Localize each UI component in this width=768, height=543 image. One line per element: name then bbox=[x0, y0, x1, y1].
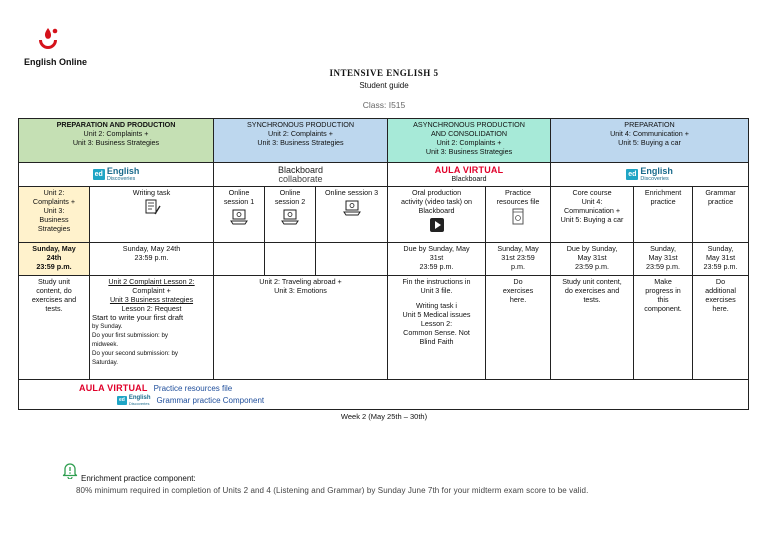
section-synchronous bbox=[214, 119, 388, 163]
section-line: Unit 3: Business Strategies bbox=[72, 138, 160, 147]
task-line: Fin the instructions in bbox=[402, 277, 471, 286]
online-session-3-cell bbox=[316, 187, 388, 243]
task-line: tests. bbox=[45, 304, 63, 313]
due-line: 23:59 p.m. bbox=[703, 262, 738, 271]
practice-label: Practice bbox=[505, 188, 531, 197]
practice-link-line bbox=[79, 384, 746, 393]
section-title: PREPARATION AND PRODUCTION bbox=[56, 120, 176, 129]
oral-label: Blackboard bbox=[418, 206, 455, 215]
grammar-label: Grammar bbox=[705, 188, 736, 197]
section-line: Unit 3: Business Strategies bbox=[257, 138, 344, 147]
online-session-2-cell bbox=[265, 187, 316, 243]
practice-label: resources file bbox=[496, 197, 540, 206]
task-line: tests. bbox=[583, 295, 601, 304]
online-session-label: Online session 3 bbox=[324, 188, 379, 197]
due-line: Sunday, bbox=[650, 244, 676, 253]
instruction-line: Start to write your first draft bbox=[92, 313, 184, 322]
flame-logo-icon bbox=[35, 26, 61, 52]
page-subtitle: Student guide bbox=[359, 81, 409, 90]
due-grammar bbox=[693, 243, 749, 276]
due-line: Due by Sunday, May bbox=[403, 244, 470, 253]
due-line: 24th bbox=[46, 253, 62, 262]
section-title: PREPARATION bbox=[624, 120, 675, 129]
section-preparation bbox=[551, 119, 749, 163]
ed-logo-cell bbox=[19, 163, 214, 187]
task-line: do exercises and bbox=[564, 286, 620, 295]
instruction-line: midweek. bbox=[92, 341, 119, 348]
due-line: p.m. bbox=[511, 262, 526, 271]
due-line: May 31st bbox=[648, 253, 678, 262]
links-cell bbox=[19, 380, 749, 410]
ed-badge-icon: ed bbox=[628, 171, 637, 178]
page-title: INTENSIVE ENGLISH 5 bbox=[329, 68, 439, 78]
due-line: 23:59 p.m. bbox=[134, 253, 169, 262]
task-line: Do bbox=[513, 277, 523, 286]
instruction-line: by Sunday. bbox=[92, 323, 123, 330]
class-label: Class: I515 bbox=[362, 100, 406, 110]
practice-resources-link[interactable]: Practice resources file bbox=[153, 383, 233, 393]
bb-logo-cell bbox=[214, 163, 388, 187]
oral-label: Oral production bbox=[411, 188, 462, 197]
task-line: Lesson 2: bbox=[420, 319, 453, 328]
task-line: progress in bbox=[645, 286, 681, 295]
section-line: Unit 2: Complaints + bbox=[83, 129, 149, 138]
bb-line2: collaborate bbox=[278, 173, 323, 184]
grammar-practice-link[interactable]: Grammar practice Component bbox=[156, 395, 265, 405]
task-line: Common Sense. Not bbox=[403, 328, 470, 337]
units-line: Unit 2: bbox=[43, 188, 65, 197]
due-writing bbox=[90, 243, 214, 276]
task-writing bbox=[90, 276, 214, 380]
lesson-line: Lesson 2: Request bbox=[121, 304, 182, 313]
task-grammar bbox=[693, 276, 749, 380]
task-line: Unit 5 Medical issues bbox=[402, 310, 471, 319]
section-line: Unit 5: Buying a car bbox=[618, 138, 681, 147]
task-core bbox=[551, 276, 634, 380]
due-enrich bbox=[634, 243, 693, 276]
due-line: Sunday, May 24th bbox=[122, 244, 181, 253]
section-line: Unit 4: Communication + bbox=[610, 129, 689, 138]
enrichment-note-text: 80% minimum required in completion of Units 2 and 4 (Listening and Grammar) by Sunday June 7th for your midterm exam score to be valid. bbox=[76, 486, 589, 495]
grammar-label: practice bbox=[707, 197, 734, 206]
task-line: component. bbox=[644, 304, 682, 313]
section-line: Unit 2: Complaints + bbox=[268, 129, 333, 138]
due-line: Due by Sunday, bbox=[566, 244, 618, 253]
section-asynchronous bbox=[388, 119, 551, 163]
task-units bbox=[19, 276, 90, 380]
laptop-icon[interactable] bbox=[342, 199, 362, 217]
task-line: Unit 3: Emotions bbox=[274, 286, 327, 295]
task-line: here. bbox=[509, 295, 527, 304]
task-sync bbox=[214, 276, 388, 380]
task-line: exercises and bbox=[31, 295, 77, 304]
online-session-label: Online bbox=[279, 188, 301, 197]
ed-brand: English bbox=[128, 394, 151, 401]
task-line: Make bbox=[654, 277, 672, 286]
core-course-cell bbox=[551, 187, 634, 243]
ed-brand: English bbox=[106, 165, 140, 176]
due-line: 31st bbox=[429, 253, 444, 262]
online-session-label: session 2 bbox=[274, 197, 306, 206]
due-line: Sunday, bbox=[707, 244, 734, 253]
instruction-line: Do your second submission: by bbox=[92, 350, 178, 357]
activity-row bbox=[19, 187, 749, 243]
section-line: Unit 2: Complaints + bbox=[436, 138, 502, 147]
enrich-label: practice bbox=[650, 197, 676, 206]
task-line: content, do bbox=[36, 286, 72, 295]
org-name: English Online bbox=[24, 57, 88, 67]
section-line: Unit 3: Business Strategies bbox=[425, 147, 513, 156]
ed-sub: Discoveries bbox=[106, 175, 136, 182]
task-async-2 bbox=[486, 276, 551, 380]
instruction-line: Do your first submission: by bbox=[92, 332, 168, 339]
grammar-cell bbox=[693, 187, 749, 243]
oral-production-cell bbox=[388, 187, 486, 243]
task-line: Study unit bbox=[38, 277, 70, 286]
task-line: Unit 2: Traveling abroad + bbox=[259, 277, 342, 286]
core-label: Core course bbox=[572, 188, 612, 197]
task-line: Blind Faith bbox=[419, 337, 454, 346]
online-session-label: Online bbox=[228, 188, 250, 197]
task-line: this bbox=[657, 295, 669, 304]
ed-badge-icon: ed bbox=[119, 396, 125, 403]
due-core bbox=[551, 243, 634, 276]
due-line: Sunday, May bbox=[32, 244, 76, 253]
units-line: Strategies bbox=[37, 224, 71, 233]
due-line: 23:59 p.m. bbox=[36, 262, 72, 271]
due-line: 23:59 p.m. bbox=[575, 262, 610, 271]
ed-logo-cell-2 bbox=[551, 163, 749, 187]
bell-icon bbox=[62, 461, 78, 479]
practice-resources-cell bbox=[486, 187, 551, 243]
enrich-label: Enrichment bbox=[644, 188, 682, 197]
task-line: exercises bbox=[705, 295, 736, 304]
lesson-line: Complaint + bbox=[132, 286, 171, 295]
english-discoveries-logo[interactable] bbox=[117, 395, 151, 406]
grammar-link-line bbox=[79, 395, 746, 406]
due-async-2 bbox=[486, 243, 551, 276]
week-label: Week 2 (May 25th – 30th) bbox=[340, 412, 428, 421]
due-line: May 31st bbox=[577, 253, 607, 262]
core-label: Unit 4: bbox=[581, 197, 603, 206]
units-line: Complaints + bbox=[32, 197, 76, 206]
bb-line1: Blackboard bbox=[278, 164, 324, 175]
due-empty-3 bbox=[316, 243, 388, 276]
due-async-1 bbox=[388, 243, 486, 276]
due-line: Sunday, May bbox=[497, 244, 539, 253]
lesson-line: Unit 3 Business strategies bbox=[109, 295, 194, 304]
section-title: ASYNCHRONOUS PRODUCTION bbox=[413, 120, 525, 129]
units-line: Business bbox=[39, 215, 69, 224]
online-session-1-cell bbox=[214, 187, 265, 243]
laptop-icon[interactable] bbox=[280, 208, 300, 226]
ed-brand: English bbox=[640, 165, 673, 176]
schedule-table bbox=[18, 118, 749, 410]
due-line: 31st 23:59 bbox=[501, 253, 535, 262]
section-preparation-production bbox=[19, 119, 214, 163]
enrichment-note-title: Enrichment practice component: bbox=[81, 474, 196, 483]
section-title: AND CONSOLIDATION bbox=[430, 129, 508, 138]
lesson-title: Unit 2 Complaint Lesson 2: bbox=[108, 277, 195, 286]
online-session-label: session 1 bbox=[223, 197, 255, 206]
ed-sub: Discoveries bbox=[640, 175, 669, 182]
english-discoveries-logo[interactable] bbox=[626, 167, 673, 183]
task-line: Unit 3 file. bbox=[420, 286, 453, 295]
file-icon[interactable] bbox=[508, 208, 528, 226]
writing-document-icon bbox=[142, 199, 162, 217]
links-row bbox=[19, 380, 749, 410]
units-cell bbox=[19, 187, 90, 243]
due-row bbox=[19, 243, 749, 276]
english-discoveries-logo[interactable] bbox=[93, 167, 140, 183]
ed-badge-icon: ed bbox=[94, 171, 103, 178]
aula-logo-cell bbox=[388, 163, 551, 187]
laptop-icon[interactable] bbox=[229, 208, 249, 226]
blackboard-collaborate-logo[interactable] bbox=[216, 166, 385, 184]
oral-label: activity (video task) on bbox=[400, 197, 473, 206]
ed-sub: Discoveries bbox=[128, 400, 150, 406]
due-empty-1 bbox=[214, 243, 265, 276]
due-units bbox=[19, 243, 90, 276]
writing-task-label: Writing task bbox=[132, 188, 171, 197]
writing-task-cell bbox=[90, 187, 214, 243]
aula-virtual-logo[interactable]: AULA VIRTUAL bbox=[79, 382, 148, 393]
due-line: 23:59 p.m. bbox=[646, 262, 681, 271]
aula-sub: Blackboard bbox=[451, 175, 487, 183]
due-empty-2 bbox=[265, 243, 316, 276]
task-line: Study unit content, bbox=[562, 277, 622, 286]
task-enrich bbox=[634, 276, 693, 380]
task-async-1 bbox=[388, 276, 486, 380]
instruction-line: Saturday. bbox=[92, 359, 119, 366]
core-label: Communication + bbox=[563, 206, 621, 215]
video-play-icon[interactable] bbox=[429, 217, 445, 233]
task-line: here. bbox=[712, 304, 729, 313]
due-line: May 31st bbox=[705, 253, 736, 262]
core-label: Unit 5: Buying a car bbox=[560, 215, 624, 224]
task-line: Do bbox=[715, 277, 726, 286]
enrichment-cell bbox=[634, 187, 693, 243]
task-line: additional bbox=[705, 286, 736, 295]
task-line: Writing task i bbox=[416, 301, 458, 310]
units-line: Unit 3: bbox=[43, 206, 65, 215]
aula-virtual-logo[interactable]: AULA VIRTUAL bbox=[434, 164, 504, 175]
task-row bbox=[19, 276, 749, 380]
platform-logo-row bbox=[19, 163, 749, 187]
task-line: exercises bbox=[502, 286, 534, 295]
section-title: SYNCHRONOUS PRODUCTION bbox=[247, 120, 355, 129]
section-header-row bbox=[19, 119, 749, 163]
due-line: 23:59 p.m. bbox=[419, 262, 454, 271]
